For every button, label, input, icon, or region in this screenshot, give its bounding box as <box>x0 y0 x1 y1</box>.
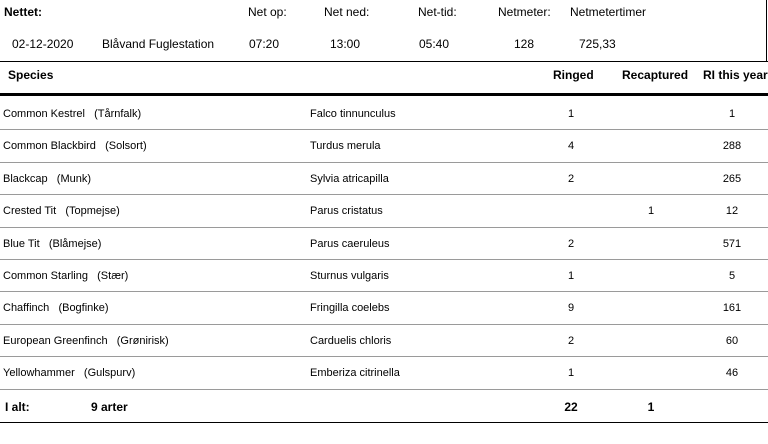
column-header-rule <box>0 93 768 96</box>
total-ringed: 22 <box>564 400 578 414</box>
ri-year-count: 5 <box>728 270 736 282</box>
species-common-name: Blue Tit (Blåmejse) <box>3 238 102 250</box>
ringed-count: 2 <box>567 238 575 250</box>
species-common-name: Blackcap (Munk) <box>3 173 92 185</box>
ringed-count: 1 <box>567 367 575 379</box>
netmetertimer-label: Netmetertimer <box>570 5 647 19</box>
ri-year-count: 46 <box>725 367 739 379</box>
net-op-label: Net op: <box>248 5 287 19</box>
total-label: I alt: <box>5 400 30 414</box>
ri-year-count: 161 <box>722 302 742 314</box>
date-value: 02-12-2020 <box>12 37 74 51</box>
row-divider <box>0 259 768 260</box>
total-recaptured: 1 <box>647 400 655 414</box>
net-tid-value: 05:40 <box>419 37 450 51</box>
species-latin-name: Sylvia atricapilla <box>310 173 389 185</box>
species-common-name: Common Kestrel (Tårnfalk) <box>3 108 142 120</box>
ringed-count: 4 <box>567 140 575 152</box>
ri-year-count: 12 <box>725 205 739 217</box>
netmetertimer-value: 725,33 <box>579 37 616 51</box>
species-latin-name: Parus cristatus <box>310 205 383 217</box>
recaptured-count: 1 <box>647 205 655 217</box>
total-species-count: 9 arter <box>91 400 128 414</box>
species-common-name: Crested Tit (Topmejse) <box>3 205 120 217</box>
ri-year-count: 288 <box>722 140 742 152</box>
species-common-name: Yellowhammer (Gulspurv) <box>3 367 136 379</box>
netmeter-label: Netmeter: <box>498 5 551 19</box>
col-header-ringed: Ringed <box>553 68 594 82</box>
species-common-name: Common Starling (Stær) <box>3 270 129 282</box>
ringed-count: 2 <box>567 173 575 185</box>
species-latin-name: Emberiza citrinella <box>310 367 400 379</box>
row-divider <box>0 194 768 195</box>
ringed-count: 9 <box>567 302 575 314</box>
ringed-count: 1 <box>567 108 575 120</box>
netmeter-value: 128 <box>514 37 535 51</box>
row-divider <box>0 324 768 325</box>
species-common-name: Common Blackbird (Solsort) <box>3 140 147 152</box>
row-divider <box>0 389 768 390</box>
ri-year-count: 1 <box>728 108 736 120</box>
col-header-ri-year: RI this year <box>703 68 768 82</box>
col-header-species: Species <box>8 68 54 82</box>
station-value: Blåvand Fuglestation <box>102 37 215 51</box>
ri-year-count: 60 <box>725 335 739 347</box>
species-common-name: European Greenfinch (Grønirisk) <box>3 335 169 347</box>
net-ned-label: Net ned: <box>324 5 370 19</box>
row-divider <box>0 129 768 130</box>
species-latin-name: Fringilla coelebs <box>310 302 390 314</box>
ri-year-count: 571 <box>722 238 742 250</box>
col-header-recaptured: Recaptured <box>622 68 689 82</box>
ri-year-count: 265 <box>722 173 742 185</box>
species-latin-name: Turdus merula <box>310 140 381 152</box>
net-tid-label: Net-tid: <box>418 5 457 19</box>
header-right-border <box>766 0 767 62</box>
species-latin-name: Falco tinnunculus <box>310 108 396 120</box>
ringed-count: 1 <box>567 270 575 282</box>
species-common-name: Chaffinch (Bogfinke) <box>3 302 109 314</box>
row-divider <box>0 356 768 357</box>
net-op-value: 07:20 <box>249 37 280 51</box>
table-bottom-rule <box>0 422 768 423</box>
nettet-label: Nettet: <box>4 5 42 19</box>
net-ned-value: 13:00 <box>330 37 361 51</box>
row-divider <box>0 227 768 228</box>
species-latin-name: Sturnus vulgaris <box>310 270 389 282</box>
species-latin-name: Carduelis chloris <box>310 335 392 347</box>
row-divider <box>0 291 768 292</box>
row-divider <box>0 162 768 163</box>
ringed-count: 2 <box>567 335 575 347</box>
species-latin-name: Parus caeruleus <box>310 238 390 250</box>
header-divider <box>0 61 768 62</box>
